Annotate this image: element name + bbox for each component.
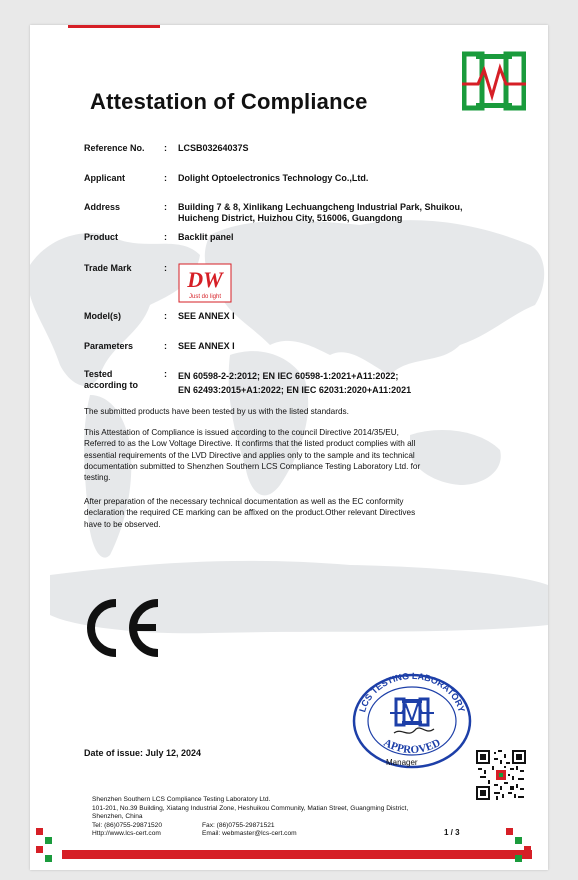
standard-line: EN 62493:2015+A1:2022; EN IEC 62031:2020+A11:2021 (178, 385, 412, 395)
standard-line: EN 60598-2-2:2012; EN IEC 60598-1:2021+A11:2022; (178, 371, 399, 381)
deco-square (45, 855, 52, 862)
field-value-parameters: SEE ANNEX I (178, 341, 235, 351)
colon: : (164, 341, 167, 351)
stamp-bottom-text: APPROVED (381, 736, 443, 757)
paragraph-line: essential requirements of the LVD Directive and applies only to the sample and its technical (84, 450, 415, 460)
trademark-logo (178, 263, 232, 303)
field-label-parameters: Parameters (84, 341, 134, 351)
paragraph-line: testing. (84, 473, 111, 483)
deco-square (36, 846, 43, 853)
footer-line: Shenzhen, China (92, 813, 143, 821)
paragraph-tested (84, 406, 484, 417)
footer-email-link[interactable]: Email: webmaster@lcs-cert.com (202, 830, 297, 838)
paragraph-line: After preparation of the necessary technical documentation as well as the EC conformity (84, 497, 404, 506)
footer-line: 101-201, No.39 Building, Xiatang Industrial Zone, Heshuikou Community, Matian Street, Guangming District, (92, 804, 409, 812)
page-number: 1 / 3 (444, 828, 460, 837)
certificate-page (30, 25, 548, 870)
paragraph-ce-marking (84, 496, 484, 530)
trademark-logo-text: DW (187, 267, 223, 292)
deco-square (524, 846, 531, 853)
paragraph-line: Referred to as the Low Voltage Directive. It confirms that the listed product complies with all (84, 439, 416, 449)
tested-label-line: according to (84, 380, 139, 390)
deco-square (515, 837, 522, 844)
footer-address (92, 796, 472, 839)
footer-web-row (92, 830, 472, 839)
deco-square (506, 828, 513, 835)
colon: : (164, 173, 167, 183)
footer-web-link[interactable]: Http://www.lcs-cert.com (92, 830, 161, 838)
field-value-product: Backlit panel (178, 232, 234, 242)
field-label-tested (84, 369, 138, 391)
ce-mark-icon (80, 597, 166, 659)
tested-label-line: Tested (84, 369, 113, 379)
field-label-reference: Reference No. (84, 143, 145, 153)
paragraph-line: documentation submitted to Shenzhen Southern LCS Compliance Testing Laboratory Ltd. for (84, 461, 421, 471)
deco-square (36, 828, 43, 835)
field-label-product: Product (84, 232, 119, 242)
colon: : (164, 143, 167, 153)
footer-line: Shenzhen Southern LCS Compliance Testing Laboratory Ltd. (92, 796, 271, 803)
paragraph-directive (84, 427, 484, 483)
colon: : (164, 311, 167, 321)
trademark-tagline: Just do light (188, 294, 222, 300)
field-label-models: Model(s) (84, 311, 121, 321)
top-red-bar (68, 25, 160, 28)
date-of-issue: Date of issue: July 12, 2024 (84, 748, 202, 758)
footer-fax: Fax: (86)0755-29871521 (202, 821, 275, 829)
field-value-applicant: Dolight Optoelectronics Technology Co.,Ltd. (178, 173, 369, 183)
bottom-red-bar (62, 850, 532, 859)
lcs-logo (462, 50, 526, 114)
field-value-tested (178, 369, 411, 397)
stamp-ring-text: LCS TESTING LABORATORY (357, 670, 467, 714)
colon: : (164, 202, 167, 212)
paragraph-line: This Attestation of Compliance is issued according to the council Directive 2014/35/EU, (84, 428, 399, 437)
field-value-reference: LCSB03264037S (178, 143, 249, 153)
deco-square (515, 855, 522, 862)
field-label-address: Address (84, 202, 121, 212)
field-value-models: SEE ANNEX I (178, 311, 235, 321)
colon: : (164, 369, 167, 379)
colon: : (164, 263, 167, 273)
field-value-address (178, 202, 463, 224)
document-title: Attestation of Compliance (90, 89, 368, 114)
deco-square (45, 837, 52, 844)
address-line: Huicheng District, Huizhou City, 516006, Guangdong (178, 213, 403, 223)
footer-contact-row (92, 822, 472, 831)
qr-code-icon (476, 750, 526, 800)
address-line: Building 7 & 8, Xinlikang Lechuangcheng Industrial Park, Shuikou, (178, 202, 463, 212)
lcs-approved-stamp (350, 669, 474, 769)
paragraph-line: have to be observed. (84, 519, 161, 529)
colon: : (164, 232, 167, 242)
footer-tel: Tel: (86)0755-29871520 (92, 821, 163, 829)
paragraph-line: declaration the required CE marking can be affixed on the product.Other relevant Directives (84, 508, 416, 518)
signature-label: Manager (386, 758, 418, 767)
field-label-trademark: Trade Mark (84, 263, 132, 273)
paragraph-line: The submitted products have been tested by us with the listed standards. (84, 407, 349, 416)
field-label-applicant: Applicant (84, 173, 126, 183)
